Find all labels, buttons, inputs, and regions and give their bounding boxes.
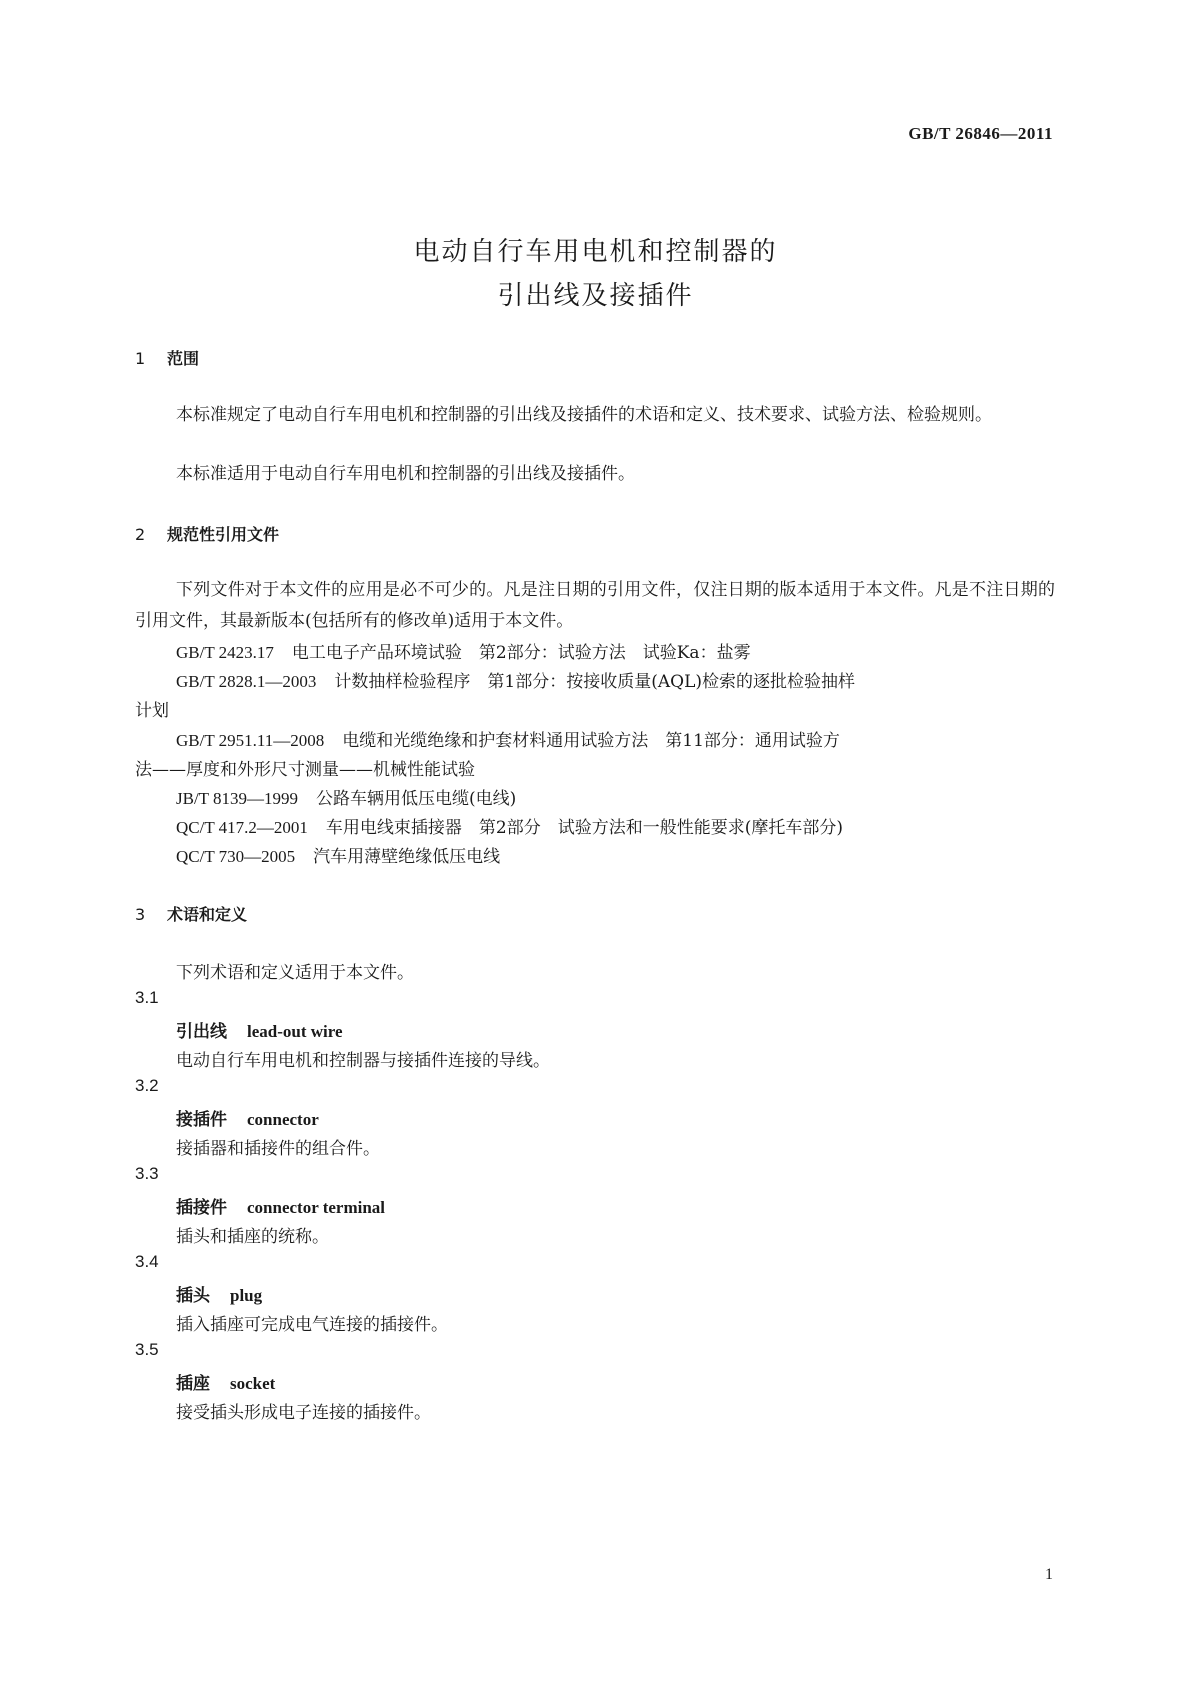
title-line-1: 电动自行车用电机和控制器的 bbox=[413, 237, 778, 267]
reference-title: 电工电子产品环境试验 第2部分：试验方法 试验Ka：盐雾 bbox=[291, 643, 751, 663]
term-definition: 接受插头形成电子连接的插接件。 bbox=[176, 1403, 431, 1423]
section-number: 2 bbox=[135, 525, 146, 544]
term-heading bbox=[176, 1281, 262, 1306]
reference-code: GB/T 2828.1—2003 bbox=[176, 672, 317, 691]
references-intro: 下列文件对于本文件的应用是必不可少的。凡是注日期的引用文件，仅注日期的版本适用于本文件。凡是不注日期的引用文件，其最新版本(包括所有的修改单)适用于本文件。 bbox=[135, 580, 1055, 631]
standard-code: GB/T 26846—2011 bbox=[908, 124, 1053, 143]
page-number: 1 bbox=[1045, 1566, 1053, 1583]
reference-title: 电缆和光缆绝缘和护套材料通用试验方法 第11部分：通用试验方 bbox=[342, 731, 840, 751]
reference-code: QC/T 730—2005 bbox=[176, 847, 296, 866]
reference-code: GB/T 2951.11—2008 bbox=[176, 731, 325, 750]
section-3-heading bbox=[135, 902, 247, 925]
reference-item bbox=[176, 842, 500, 867]
term-definition: 插头和插座的统称。 bbox=[176, 1227, 329, 1247]
term-number: 3.2 bbox=[135, 1076, 159, 1095]
reference-item bbox=[176, 784, 516, 809]
section-number: 3 bbox=[135, 905, 146, 924]
reference-title-continued: 计划 bbox=[135, 701, 169, 721]
term-heading bbox=[176, 1369, 275, 1394]
term-chinese: 插座 bbox=[176, 1374, 210, 1394]
reference-code: JB/T 8139—1999 bbox=[176, 789, 299, 808]
term-heading bbox=[176, 1193, 385, 1218]
section-title: 范围 bbox=[167, 349, 200, 368]
term-chinese: 引出线 bbox=[176, 1022, 227, 1042]
reference-title: 公路车辆用低压电缆(电线) bbox=[316, 789, 517, 809]
term-chinese: 插头 bbox=[176, 1286, 210, 1306]
term-chinese: 接插件 bbox=[176, 1110, 227, 1130]
term-heading bbox=[176, 1105, 319, 1130]
section-1-heading bbox=[135, 346, 199, 369]
term-english: connector terminal bbox=[247, 1198, 386, 1217]
reference-item bbox=[176, 813, 843, 838]
reference-item bbox=[176, 638, 751, 663]
reference-item bbox=[176, 667, 855, 692]
reference-title: 计数抽样检验程序 第1部分：按接收质量(AQL)检索的逐批检验抽样 bbox=[334, 672, 856, 692]
term-chinese: 插接件 bbox=[176, 1198, 227, 1218]
term-english: socket bbox=[230, 1374, 276, 1393]
reference-code: GB/T 2423.17 bbox=[176, 643, 274, 662]
section-title: 规范性引用文件 bbox=[167, 525, 280, 544]
term-english: plug bbox=[230, 1286, 263, 1305]
scope-paragraph-1: 本标准规定了电动自行车用电机和控制器的引出线及接插件的术语和定义、技术要求、试验方法、检验规则。 bbox=[176, 405, 992, 425]
reference-code: QC/T 417.2—2001 bbox=[176, 818, 308, 837]
term-number: 3.1 bbox=[135, 988, 159, 1007]
reference-item bbox=[176, 726, 840, 751]
term-number: 3.3 bbox=[135, 1164, 159, 1183]
reference-title: 车用电线束插接器 第2部分 试验方法和一般性能要求(摩托车部分) bbox=[325, 818, 844, 838]
section-number: 1 bbox=[135, 349, 146, 368]
scope-paragraph-2: 本标准适用于电动自行车用电机和控制器的引出线及接插件。 bbox=[176, 464, 635, 484]
term-definition: 电动自行车用电机和控制器与接插件连接的导线。 bbox=[176, 1051, 550, 1071]
section-title: 术语和定义 bbox=[167, 905, 248, 924]
term-number: 3.4 bbox=[135, 1252, 159, 1271]
term-definition: 接插器和插接件的组合件。 bbox=[176, 1139, 380, 1159]
reference-title-continued: 法——厚度和外形尺寸测量——机械性能试验 bbox=[135, 760, 475, 780]
term-english: lead-out wire bbox=[247, 1022, 343, 1041]
term-number: 3.5 bbox=[135, 1340, 159, 1359]
terms-intro: 下列术语和定义适用于本文件。 bbox=[176, 963, 414, 983]
term-english: connector bbox=[247, 1110, 319, 1129]
term-definition: 插入插座可完成电气连接的插接件。 bbox=[176, 1315, 448, 1335]
section-2-heading bbox=[135, 522, 279, 545]
document-title bbox=[0, 230, 1191, 318]
title-line-2: 引出线及接插件 bbox=[497, 281, 694, 311]
reference-title: 汽车用薄壁绝缘低压电线 bbox=[313, 847, 501, 867]
term-heading bbox=[176, 1017, 343, 1042]
